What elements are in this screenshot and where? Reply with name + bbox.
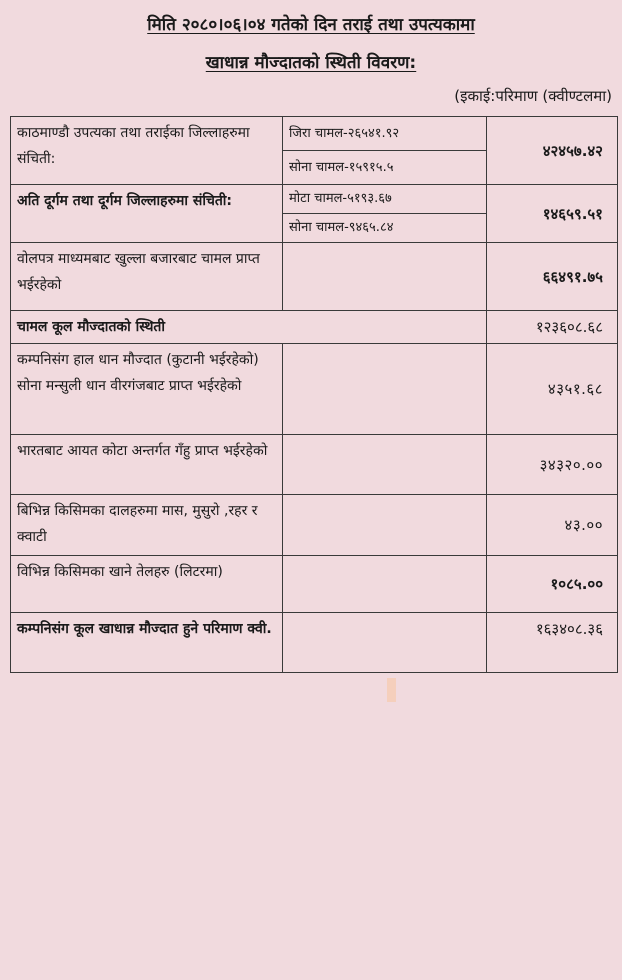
row-label: विभिन्न किसिमका खाने तेलहरु (लिटरमा) (11, 556, 283, 613)
table-row (11, 556, 618, 613)
row-label: चामल कूल मौज्दातको स्थिती (11, 311, 487, 344)
table-row (11, 311, 618, 344)
table-row (11, 613, 618, 673)
row-amount: १६३४०८.३६ (487, 613, 618, 673)
table-row (11, 435, 618, 495)
row-empty-cell (283, 435, 487, 495)
table-row (11, 243, 618, 311)
row-empty-cell (283, 495, 487, 556)
row-empty-cell (283, 344, 487, 435)
row-sub-item: मोटा चामल-५१९३.६७ (283, 185, 487, 214)
table-row (11, 495, 618, 556)
table-row (11, 117, 618, 151)
stock-table (10, 116, 618, 673)
row-amount: ३४३२०.०० (487, 435, 618, 495)
row-amount: ४३५१.६८ (487, 344, 618, 435)
report-title-line1: मिति २०८०।०६।०४ गतेको दिन तराई तथा उपत्यकामा (147, 15, 475, 35)
paper-smudge (387, 678, 396, 702)
row-label: बिभिन्न किसिमका दालहरुमा मास, मुसुरो ,रहर र क्वाटी (11, 495, 283, 556)
row-label: वोलपत्र माध्यमबाट खुल्ला बजारबाट चामल प्राप्त भईरहेको (11, 243, 283, 311)
row-empty-cell (283, 243, 487, 311)
row-empty-cell (283, 556, 487, 613)
row-amount: ४३.०० (487, 495, 618, 556)
row-label: कम्पनिसंग हाल धान मौज्दात (कुटानी भईरहेको) सोना मन्सुली धान वीरगंजबाट प्राप्त भईरहेको (11, 344, 283, 435)
unit-note: (इकाई:परिमाण (क्वीण्टलमा) (454, 87, 612, 105)
row-label: भारतबाट आयत कोटा अन्तर्गत गँहु प्राप्त भईरहेको (11, 435, 283, 495)
row-amount: ४२४५७.४२ (487, 117, 618, 185)
row-label: कम्पनिसंग कूल खाधान्न मौज्दात हुने परिमाण क्वी. (11, 613, 283, 673)
row-amount: ६६४९१.७५ (487, 243, 618, 311)
row-sub-item: सोना चामल-१५९१५.५ (283, 151, 487, 185)
row-empty-cell (283, 613, 487, 673)
row-amount: १२३६०८.६८ (487, 311, 618, 344)
row-label: काठमाण्डौ उपत्यका तथा तराईका जिल्लाहरुमा संचिती: (11, 117, 283, 185)
row-amount: १४६५९.५१ (487, 185, 618, 243)
report-title-line2: खाधान्न मौज्दातको स्थिती विवरण: (205, 53, 417, 73)
row-label: अति दूर्गम तथा दूर्गम जिल्लाहरुमा संचिती: (11, 185, 283, 243)
table-row (11, 344, 618, 435)
row-sub-item: जिरा चामल-२६५४१.९२ (283, 117, 487, 151)
row-amount: १०८५.०० (487, 556, 618, 613)
row-sub-item: सोना चामल-९४६५.८४ (283, 214, 487, 243)
table-row (11, 185, 618, 214)
